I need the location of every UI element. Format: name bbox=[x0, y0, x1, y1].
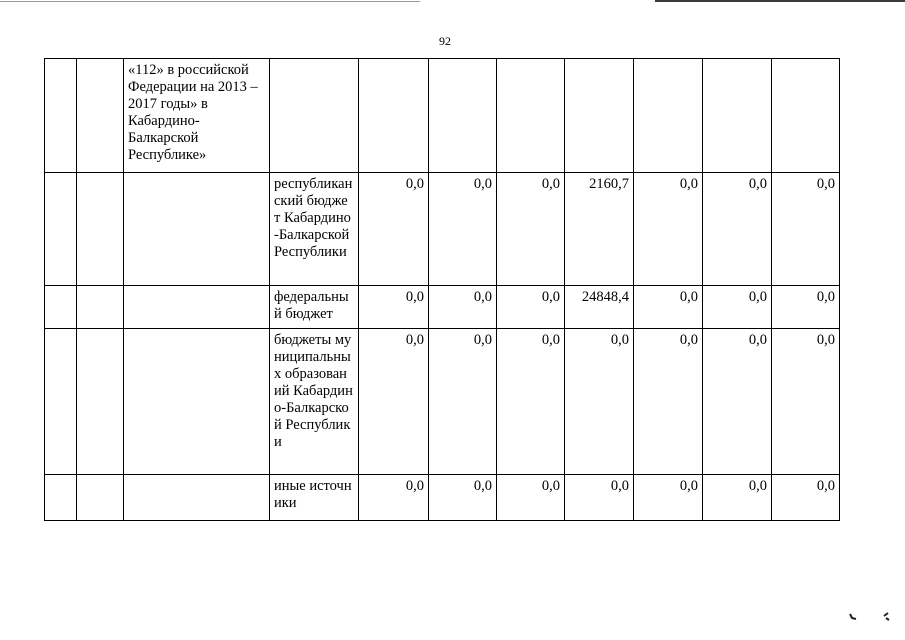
funding-source-cell: федеральный бюджет bbox=[270, 286, 359, 329]
value-cell bbox=[429, 59, 497, 173]
value-cell bbox=[703, 59, 772, 173]
value-cell: 0,0 bbox=[634, 329, 703, 475]
code-cell bbox=[77, 173, 124, 286]
value-cell: 0,0 bbox=[565, 475, 634, 521]
value-cell: 0,0 bbox=[497, 173, 565, 286]
top-rule-right bbox=[655, 0, 905, 2]
value-cell: 0,0 bbox=[359, 329, 429, 475]
page-number: 92 bbox=[439, 34, 451, 48]
value-cell: 0,0 bbox=[772, 173, 840, 286]
value-cell: 0,0 bbox=[429, 173, 497, 286]
program-name-cell bbox=[124, 329, 270, 475]
value-cell: 0,0 bbox=[634, 173, 703, 286]
value-cell bbox=[772, 59, 840, 173]
code-cell bbox=[77, 286, 124, 329]
table-row bbox=[45, 286, 840, 329]
value-cell: 2160,7 bbox=[565, 173, 634, 286]
code-cell bbox=[77, 475, 124, 521]
program-name-cell bbox=[124, 173, 270, 286]
value-cell: 0,0 bbox=[359, 173, 429, 286]
value-cell: 24848,4 bbox=[565, 286, 634, 329]
program-name-cell bbox=[124, 475, 270, 521]
top-rule-left bbox=[0, 1, 420, 2]
value-cell: 0,0 bbox=[703, 475, 772, 521]
value-cell: 0,0 bbox=[634, 286, 703, 329]
value-cell bbox=[634, 59, 703, 173]
value-cell: 0,0 bbox=[703, 286, 772, 329]
index-cell bbox=[45, 59, 77, 173]
value-cell bbox=[497, 59, 565, 173]
scan-speck-marks bbox=[846, 608, 896, 628]
program-name-cell bbox=[124, 286, 270, 329]
table-row bbox=[45, 59, 840, 173]
index-cell bbox=[45, 173, 77, 286]
program-name-cell: «112» в российской Федерации на 2013 – 2017 годы» в Кабардино-Балкарской Республике» bbox=[124, 59, 270, 173]
funding-source-cell: республиканский бюджет Кабардино-Балкарской Республики bbox=[270, 173, 359, 286]
funding-source-cell: иные источники bbox=[270, 475, 359, 521]
value-cell: 0,0 bbox=[772, 475, 840, 521]
funding-source-cell: бюджеты муниципальных образований Кабардино-Балкарской Республики bbox=[270, 329, 359, 475]
value-cell bbox=[359, 59, 429, 173]
value-cell: 0,0 bbox=[359, 286, 429, 329]
value-cell: 0,0 bbox=[429, 475, 497, 521]
code-cell bbox=[77, 59, 124, 173]
top-edge-rule bbox=[0, 0, 905, 3]
code-cell bbox=[77, 329, 124, 475]
value-cell: 0,0 bbox=[429, 329, 497, 475]
budget-table bbox=[44, 58, 840, 521]
index-cell bbox=[45, 329, 77, 475]
value-cell: 0,0 bbox=[772, 329, 840, 475]
value-cell: 0,0 bbox=[497, 329, 565, 475]
table-row bbox=[45, 173, 840, 286]
value-cell: 0,0 bbox=[634, 475, 703, 521]
table-row bbox=[45, 329, 840, 475]
value-cell: 0,0 bbox=[497, 286, 565, 329]
value-cell bbox=[565, 59, 634, 173]
value-cell: 0,0 bbox=[772, 286, 840, 329]
value-cell: 0,0 bbox=[497, 475, 565, 521]
funding-source-cell bbox=[270, 59, 359, 173]
value-cell: 0,0 bbox=[429, 286, 497, 329]
value-cell: 0,0 bbox=[359, 475, 429, 521]
value-cell: 0,0 bbox=[703, 173, 772, 286]
value-cell: 0,0 bbox=[565, 329, 634, 475]
value-cell: 0,0 bbox=[703, 329, 772, 475]
index-cell bbox=[45, 475, 77, 521]
table-row bbox=[45, 475, 840, 521]
index-cell bbox=[45, 286, 77, 329]
